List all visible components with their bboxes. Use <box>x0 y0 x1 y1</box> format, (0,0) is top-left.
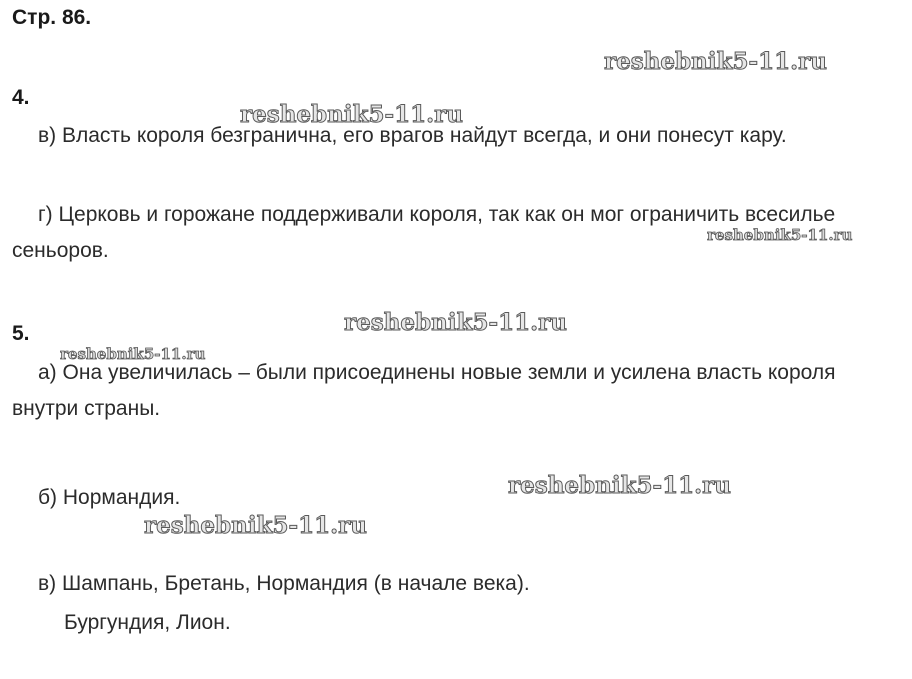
answer-4-v: в) Власть короля безгранична, его врагов найдут всегда, и они понесут кару. <box>38 124 787 147</box>
answer-4-g: г) Церковь и горожане поддерживали короля, так как он мог ограничить всесилье сеньоров. <box>12 203 836 262</box>
answer-5-a: а) Она увеличилась – были присоединены новые земли и усилена власть короля внутри страны. <box>12 361 836 420</box>
watermark: reshebnik5-11.ru <box>707 226 853 244</box>
watermark: reshebnik5-11.ru <box>344 309 567 336</box>
answer-5-v: в) Шампань, Бретань, Нормандия (в начале века). <box>38 572 530 595</box>
watermark: reshebnik5-11.ru <box>60 345 206 363</box>
answer-5-b: б) Нормандия. <box>38 486 181 509</box>
watermark: reshebnik5-11.ru <box>508 472 731 499</box>
task-number-5: 5. <box>12 322 30 345</box>
answer-5-continuation: Бургундия, Лион. <box>64 611 231 634</box>
task-number-4: 4. <box>12 86 30 109</box>
page-header: Стр. 86. <box>12 6 92 29</box>
watermark: reshebnik5-11.ru <box>144 512 367 539</box>
watermark: reshebnik5-11.ru <box>604 48 827 75</box>
watermark: reshebnik5-11.ru <box>240 101 463 128</box>
